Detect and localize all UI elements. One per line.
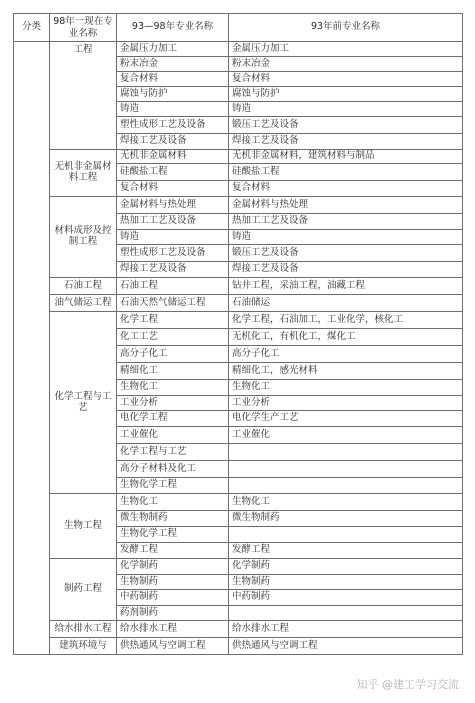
major-pre-93-cell: 生物化工 bbox=[229, 380, 463, 396]
major-93-98-cell: 粉末冶金 bbox=[117, 57, 229, 72]
major-pre-93-cell: 铸造 bbox=[229, 102, 463, 117]
table-row bbox=[14, 559, 463, 575]
major-93-98-cell: 腐蚀与防护 bbox=[117, 87, 229, 102]
header-category: 分类 bbox=[14, 14, 50, 42]
group-name-cell: 石油工程 bbox=[50, 278, 117, 295]
major-pre-93-cell: 无机化工，有机化工，煤化工 bbox=[229, 329, 463, 346]
category-cell bbox=[14, 42, 50, 655]
major-pre-93-cell: 钻井工程，采油工程，油藏工程 bbox=[229, 278, 463, 295]
major-93-98-cell: 工业催化 bbox=[117, 427, 229, 444]
major-pre-93-cell: 精细化工，感光材料 bbox=[229, 363, 463, 380]
major-pre-93-cell: 焊接工艺及设备 bbox=[229, 262, 463, 278]
major-pre-93-cell: 化学工程，石油加工，工业化学，核化工 bbox=[229, 312, 463, 329]
major-93-98-cell: 生物化工 bbox=[117, 494, 229, 511]
major-pre-93-cell: 硅酸盐工程 bbox=[229, 164, 463, 181]
major-pre-93-cell bbox=[229, 444, 463, 461]
group-name-cell: 材料成形及控制工程 bbox=[50, 197, 117, 278]
group-name-cell: 制药工程 bbox=[50, 559, 117, 621]
major-93-98-cell: 中药制药 bbox=[117, 590, 229, 606]
major-pre-93-cell: 电化学生产工艺 bbox=[229, 411, 463, 427]
major-93-98-cell: 无机非金属材料 bbox=[117, 150, 229, 164]
major-pre-93-cell: 生物制药 bbox=[229, 575, 463, 590]
major-93-98-cell: 生物化学工程 bbox=[117, 478, 229, 494]
major-pre-93-cell: 粉末冶金 bbox=[229, 57, 463, 72]
major-pre-93-cell: 微生物制药 bbox=[229, 511, 463, 527]
major-pre-93-cell: 供热通风与空调工程 bbox=[229, 638, 463, 655]
major-93-98-cell: 精细化工 bbox=[117, 363, 229, 380]
major-pre-93-cell bbox=[229, 461, 463, 478]
major-pre-93-cell: 锻压工艺及设备 bbox=[229, 117, 463, 134]
table-row bbox=[14, 494, 463, 511]
group-name-cell: 工程 bbox=[50, 42, 117, 150]
major-pre-93-cell: 化学制药 bbox=[229, 559, 463, 575]
major-93-98-cell: 工业分析 bbox=[117, 396, 229, 411]
group-name-cell: 无机非金属材料工程 bbox=[50, 150, 117, 197]
major-93-98-cell: 焊接工艺及设备 bbox=[117, 134, 229, 150]
major-pre-93-cell: 复合材料 bbox=[229, 72, 463, 87]
header-current-name: 98年一现在专业名称 bbox=[50, 14, 117, 42]
document-page bbox=[13, 13, 462, 655]
major-93-98-cell: 高分子材料及化工 bbox=[117, 461, 229, 478]
major-pre-93-cell: 发酵工程 bbox=[229, 543, 463, 559]
major-pre-93-cell: 焊接工艺及设备 bbox=[229, 134, 463, 150]
major-93-98-cell: 生物化工 bbox=[117, 380, 229, 396]
major-93-98-cell: 给水排水工程 bbox=[117, 621, 229, 638]
major-pre-93-cell: 石油储运 bbox=[229, 295, 463, 312]
major-pre-93-cell: 金属材料与热处理 bbox=[229, 197, 463, 214]
major-93-98-cell: 热加工工艺及设备 bbox=[117, 214, 229, 230]
major-93-98-cell: 金属材料与热处理 bbox=[117, 197, 229, 214]
major-pre-93-cell: 复合材料 bbox=[229, 181, 463, 197]
major-93-98-cell: 焊接工艺及设备 bbox=[117, 262, 229, 278]
major-93-98-cell: 金属压力加工 bbox=[117, 42, 229, 57]
major-93-98-cell: 硅酸盐工程 bbox=[117, 164, 229, 181]
major-pre-93-cell: 工业分析 bbox=[229, 396, 463, 411]
table-row bbox=[14, 150, 463, 164]
table-row bbox=[14, 278, 463, 295]
table-row bbox=[14, 197, 463, 214]
group-name-cell: 建筑环境与 bbox=[50, 638, 117, 655]
major-name-table bbox=[13, 13, 463, 655]
group-name-cell: 生物工程 bbox=[50, 494, 117, 559]
table-body bbox=[14, 42, 463, 655]
major-93-98-cell: 供热通风与空调工程 bbox=[117, 638, 229, 655]
major-pre-93-cell: 铸造 bbox=[229, 230, 463, 245]
major-93-98-cell: 化学制药 bbox=[117, 559, 229, 575]
table-header-row bbox=[14, 14, 463, 42]
major-93-98-cell: 石油工程 bbox=[117, 278, 229, 295]
major-93-98-cell: 化学工程与工艺 bbox=[117, 444, 229, 461]
major-pre-93-cell: 锻压工艺及设备 bbox=[229, 245, 463, 262]
major-93-98-cell: 塑性成形工艺及设备 bbox=[117, 245, 229, 262]
major-93-98-cell: 塑性成形工艺及设备 bbox=[117, 117, 229, 134]
table-row bbox=[14, 312, 463, 329]
major-pre-93-cell bbox=[229, 606, 463, 621]
watermark: 知乎 @建工学习交流 bbox=[356, 678, 459, 691]
major-93-98-cell: 药剂制药 bbox=[117, 606, 229, 621]
header-pre-93-name: 93年前专业名称 bbox=[229, 14, 463, 42]
major-pre-93-cell bbox=[229, 527, 463, 543]
major-pre-93-cell: 无机非金属材料，建筑材料与制品 bbox=[229, 150, 463, 164]
major-pre-93-cell: 给水排水工程 bbox=[229, 621, 463, 638]
table-row bbox=[14, 295, 463, 312]
group-name-cell: 油气储运工程 bbox=[50, 295, 117, 312]
group-name-cell: 给水排水工程 bbox=[50, 621, 117, 638]
major-pre-93-cell: 生物化工 bbox=[229, 494, 463, 511]
header-93-98-name: 93—98年专业名称 bbox=[117, 14, 229, 42]
table-row bbox=[14, 621, 463, 638]
major-pre-93-cell: 高分子化工 bbox=[229, 346, 463, 363]
major-93-98-cell: 生物化学工程 bbox=[117, 527, 229, 543]
group-name-cell: 化学工程与工艺 bbox=[50, 312, 117, 494]
major-pre-93-cell: 工业催化 bbox=[229, 427, 463, 444]
major-93-98-cell: 化学工程 bbox=[117, 312, 229, 329]
major-93-98-cell: 铸造 bbox=[117, 230, 229, 245]
major-93-98-cell: 电化学工程 bbox=[117, 411, 229, 427]
major-pre-93-cell: 金属压力加工 bbox=[229, 42, 463, 57]
major-93-98-cell: 生物制药 bbox=[117, 575, 229, 590]
major-pre-93-cell bbox=[229, 478, 463, 494]
major-93-98-cell: 复合材料 bbox=[117, 181, 229, 197]
major-pre-93-cell: 热加工工艺及设备 bbox=[229, 214, 463, 230]
major-93-98-cell: 微生物制药 bbox=[117, 511, 229, 527]
major-pre-93-cell: 中药制药 bbox=[229, 590, 463, 606]
major-93-98-cell: 石油天然气储运工程 bbox=[117, 295, 229, 312]
major-93-98-cell: 铸造 bbox=[117, 102, 229, 117]
major-93-98-cell: 复合材料 bbox=[117, 72, 229, 87]
major-pre-93-cell: 腐蚀与防护 bbox=[229, 87, 463, 102]
table-row bbox=[14, 638, 463, 655]
major-93-98-cell: 高分子化工 bbox=[117, 346, 229, 363]
major-93-98-cell: 发酵工程 bbox=[117, 543, 229, 559]
table-row bbox=[14, 42, 463, 57]
major-93-98-cell: 化工工艺 bbox=[117, 329, 229, 346]
